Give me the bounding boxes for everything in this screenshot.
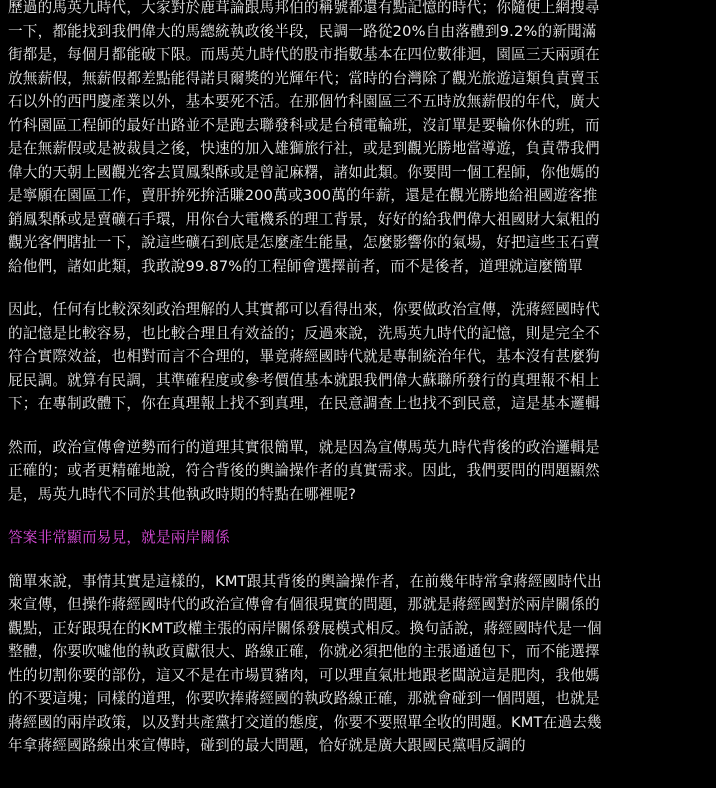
paragraph-propaganda-logic: 因此，任何有比較深刻政治理解的人其實都可以看得出來，你要做政治宣傳，洗蔣經國時代的記憶是比較容易，也比較合理且有效益的；反過來說，洗馬英九時代的記憶，則是完全不符合實際效益，也相對而言不合理的，畢竟蔣經國時代就是專制統治年代，基本沒有甚麼狗屁民調。就算有民調，其準確程度或參考價值基本就跟我們偉大蘇聯所發行的真理報不相上下；在專制政體下，你在真理報上找不到真理，在民意調查上也找不到民意，這是基本邏輯 bbox=[8, 301, 600, 412]
paragraph-ma-era-economy: 歷過的馬英九時代，大家對於鹿茸論跟馬邦伯的稱號都還有點記憶的時代；你隨便上網搜尋一下，都能找到我們偉大的馬總統執政後半段，民調一路從20%自由落體到9.2%的新聞滿街都是，每個月都能破下限。而馬英九時代的股市指數基本在四位數徘迴，園區三天兩頭在放無薪假，無薪假都差點能得諾貝爾獎的光輝年代；當時的台灣除了觀光旅遊這類負責賣玉石以外的西門慶產業以外，基本要死不活。在那個竹科園區三不五時放無薪假的年代，廣大竹科園區工程師的最好出路並不是跑去聯發科或是台積電輪班，沒訂單是要輪你休的班，而是在無薪假或是被裁員之後，快速的加入雄獅旅行社，或是到觀光勝地當導遊，負責帶我們偉大的天朝上國觀光客去買鳳梨酥或是曾記麻糬，諸如此類。你要問一個工程師，你他媽的是寧願在園區工作，賣肝拚死拚活賺200萬或300萬的年薪，還是在觀光勝地給祖國遊客推銷鳳梨酥或是賣礦石手環，用你台大電機系的理工背景，好好的給我們偉大祖國財大氣粗的觀光客們瞎扯一下，說這些礦石到底是怎麼產生能量，怎麼影響你的氣場，好把這些玉石賣給他們，諸如此類，我敢說99.87%的工程師會選擇前者，而不是後者，道理就這麼簡單 bbox=[8, 0, 600, 275]
paragraph-cross-strait: 簡單來說，事情其實是這樣的，KMT跟其背後的輿論操作者，在前幾年時常拿蔣經國時代出來宣傳，但操作蔣經國時代的政治宣傳會有個很現實的問題，那就是蔣經國對於兩岸關係的觀點，正好跟現在的KMT政權主張的兩岸關係發展模式相反。換句話說，蔣經國時代是一個整體，你要吹噓他的執政貢獻很大、路線正確，你就必須把他的主張通通包下，而不能選擇性的切割你要的部份，這又不是在市場買豬肉，可以理直氣壯地跟老闆說這是肥肉，我他媽的不要這塊；同樣的道理，你要吹捧蔣經國的執政路線正確，那就會碰到一個問題，也就是蔣經國的兩岸政策，以及對共產黨打交道的態度，你要不要照單全收的問題。KMT在過去幾年拿蔣經國路線出來宣傳時，碰到的最大問題，恰好就是廣大跟國民黨唱反調的 bbox=[8, 572, 602, 754]
article-body bbox=[8, 0, 610, 778]
highlighted-answer: 答案非常顯而易見，就是兩岸關係 bbox=[8, 529, 230, 546]
paragraph-question: 然而，政治宣傳會逆勢而行的道理其實很簡單，就是因為宣傳馬英九時代背後的政治邏輯是正確的；或者更精確地說，符合背後的輿論操作者的真實需求。因此，我們要問的問題顯然是，馬英九時代不同於其他執政時期的特點在哪裡呢? bbox=[8, 438, 600, 503]
